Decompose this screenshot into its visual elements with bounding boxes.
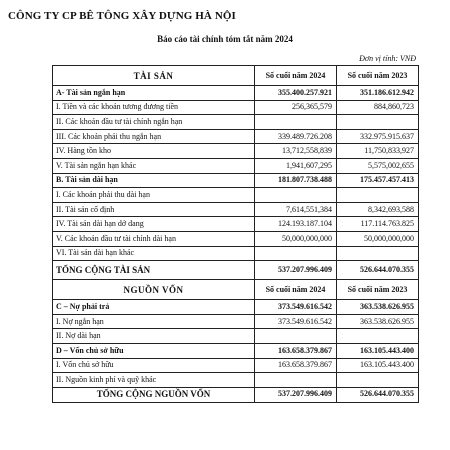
- row-label: VI. Tài sản dài hạn khác: [53, 246, 255, 261]
- row-label: IV. Hàng tồn kho: [53, 144, 255, 159]
- report-title: Báo cáo tài chính tóm tắt năm 2024: [157, 34, 293, 44]
- value-2024: 50,000,000,000: [255, 231, 337, 246]
- table-row: [53, 202, 419, 217]
- row-label: V. Tài sản ngắn hạn khác: [53, 158, 255, 173]
- value-2024: 1,941,607,295: [255, 158, 337, 173]
- row-label: I. Tiền và các khoản tương đương tiền: [53, 100, 255, 115]
- table-row: [53, 373, 419, 388]
- value-2024: [255, 329, 337, 344]
- assets-total-2024: 537.207.996.409: [255, 261, 337, 280]
- capital-header-row: [53, 280, 419, 300]
- row-label: II. Nợ dài hạn: [53, 329, 255, 344]
- row-label: II. Tài sản cố định: [53, 202, 255, 217]
- value-2024: 256,365,579: [255, 100, 337, 115]
- capital-total-label: TỔNG CỘNG NGUỒN VỐN: [53, 387, 255, 402]
- value-2024: 163.658.379.867: [255, 343, 337, 358]
- table-row: [53, 158, 419, 173]
- financial-summary-table: [52, 65, 419, 403]
- table-row: [53, 231, 419, 246]
- value-2024: [255, 188, 337, 203]
- value-2024: 339.489.726.208: [255, 129, 337, 144]
- row-label: D – Vốn chủ sở hữu: [53, 343, 255, 358]
- table-row: [53, 217, 419, 232]
- table-row: [53, 144, 419, 159]
- capital-total-2023: 526.644.070.355: [337, 387, 419, 402]
- value-2023: [337, 373, 419, 388]
- table-row: [53, 188, 419, 203]
- value-2024: 7,614,551,384: [255, 202, 337, 217]
- assets-header-label: TÀI SẢN: [53, 66, 255, 86]
- value-2023: 363.538.626.955: [337, 300, 419, 315]
- value-2023: 163.105.443.400: [337, 358, 419, 373]
- table-row: [53, 129, 419, 144]
- table-row: [53, 300, 419, 315]
- assets-header-row: [53, 66, 419, 86]
- capital-header-label: NGUỒN VỐN: [53, 280, 255, 300]
- row-label: III. Các khoản phải thu ngắn hạn: [53, 129, 255, 144]
- value-2023: 163.105.443.400: [337, 343, 419, 358]
- value-2023: [337, 115, 419, 130]
- value-2023: 332.975.915.637: [337, 129, 419, 144]
- value-2023: 117.114.763.825: [337, 217, 419, 232]
- value-2024: [255, 373, 337, 388]
- row-label: C – Nợ phải trả: [53, 300, 255, 315]
- col-2024-header: Số cuối năm 2024: [255, 280, 337, 300]
- row-label: I. Các khoản phải thu dài hạn: [53, 188, 255, 203]
- table-row: [53, 343, 419, 358]
- col-2023-header: Số cuối năm 2023: [337, 66, 419, 86]
- value-2023: 50,000,000,000: [337, 231, 419, 246]
- value-2023: 884,860,723: [337, 100, 419, 115]
- assets-total-2023: 526.644.070.355: [337, 261, 419, 280]
- table-row: [53, 314, 419, 329]
- value-2023: [337, 188, 419, 203]
- value-2024: 373.549.616.542: [255, 314, 337, 329]
- value-2024: [255, 246, 337, 261]
- value-2024: 181.807.738.488: [255, 173, 337, 188]
- value-2024: 163.658.379.867: [255, 358, 337, 373]
- table-row: [53, 246, 419, 261]
- assets-total-row: [53, 261, 419, 280]
- table-row: [53, 173, 419, 188]
- value-2024: 124.193.187.104: [255, 217, 337, 232]
- col-2023-header: Số cuối năm 2023: [337, 280, 419, 300]
- row-label: I. Nợ ngắn hạn: [53, 314, 255, 329]
- value-2023: 175.457.457.413: [337, 173, 419, 188]
- value-2024: [255, 115, 337, 130]
- value-2023: 11,750,833,927: [337, 144, 419, 159]
- row-label: B. Tài sản dài hạn: [53, 173, 255, 188]
- table-row: [53, 100, 419, 115]
- value-2023: 8,342,693,588: [337, 202, 419, 217]
- value-2024: 373.549.616.542: [255, 300, 337, 315]
- col-2024-header: Số cuối năm 2024: [255, 66, 337, 86]
- capital-total-row: [53, 387, 419, 402]
- table-row: [53, 358, 419, 373]
- row-label: II. Các khoản đầu tư tài chính ngắn hạn: [53, 115, 255, 130]
- row-label: IV. Tài sản dài hạn dở dang: [53, 217, 255, 232]
- table-row: [53, 86, 419, 101]
- value-2024: 355.400.257.921: [255, 86, 337, 101]
- assets-total-label: TỔNG CỘNG TÀI SẢN: [53, 261, 255, 280]
- value-2023: 5,575,002,655: [337, 158, 419, 173]
- value-2023: [337, 246, 419, 261]
- table-row: [53, 115, 419, 130]
- value-2023: 351.186.612.942: [337, 86, 419, 101]
- value-2023: [337, 329, 419, 344]
- row-label: II. Nguồn kinh phí và quỹ khác: [53, 373, 255, 388]
- value-2023: 363.538.626.955: [337, 314, 419, 329]
- row-label: I. Vốn chủ sở hữu: [53, 358, 255, 373]
- unit-note: Đơn vị tính: VNĐ: [359, 54, 416, 63]
- row-label: A- Tài sản ngắn hạn: [53, 86, 255, 101]
- company-name: CÔNG TY CP BÊ TÔNG XÂY DỰNG HÀ NỘI: [8, 10, 236, 22]
- capital-total-2024: 537.207.996.409: [255, 387, 337, 402]
- table-row: [53, 329, 419, 344]
- value-2024: 13,712,558,839: [255, 144, 337, 159]
- row-label: V. Các khoản đầu tư tài chính dài hạn: [53, 231, 255, 246]
